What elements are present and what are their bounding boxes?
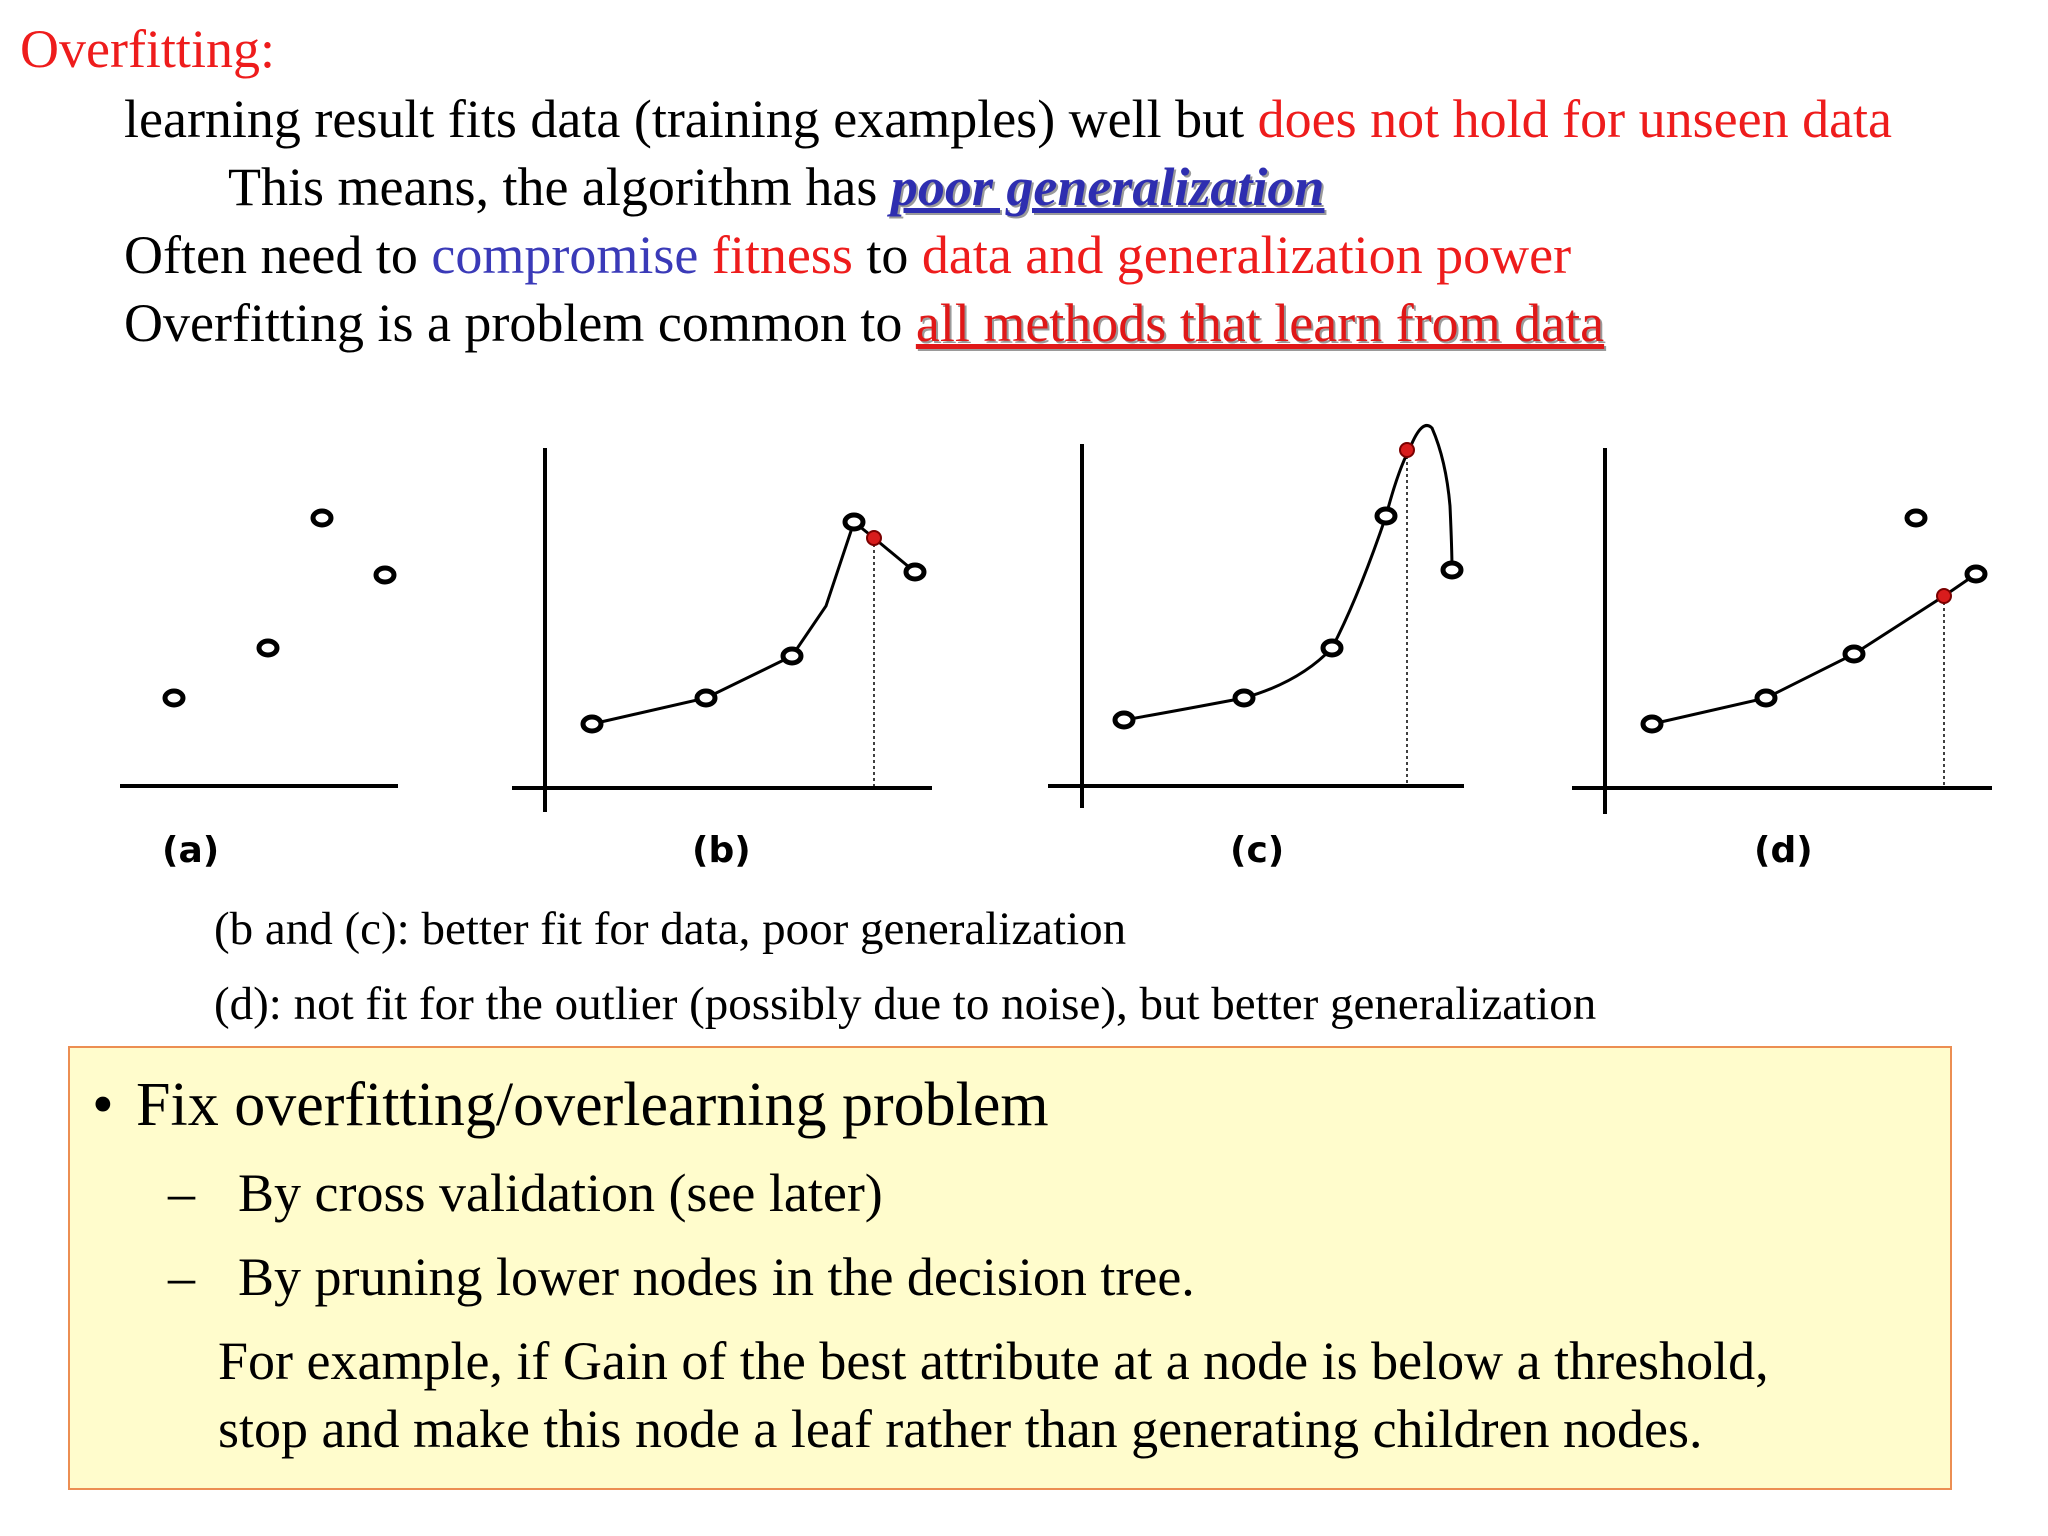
fix-example-line-2: stop and make this node a leaf rather than generating children nodes.: [218, 1399, 1703, 1459]
fix-overfitting-box: [68, 1046, 1952, 1490]
definition-highlight: does not hold for unseen data: [1257, 89, 1893, 149]
panel-d-point-1: [1643, 717, 1661, 731]
panel-b: [512, 448, 932, 871]
compromise-line: [124, 224, 1571, 286]
panel-b-label: (b): [692, 830, 751, 871]
caption-d: (d): not fit for the outlier (possibly due to noise), but better generalization: [214, 978, 1597, 1030]
panel-c-point-5: [1443, 563, 1461, 577]
fix-item-2-text: By pruning lower nodes in the decision tree.: [238, 1247, 1195, 1307]
common-problem-text: Overfitting is a problem common to: [124, 293, 916, 353]
panel-b-point-2: [697, 691, 715, 705]
bullet-icon: •: [92, 1071, 114, 1139]
panel-a-point-1: [165, 691, 183, 705]
panel-c-point-1: [1115, 713, 1133, 727]
fix-item-1-text: By cross validation (see later): [238, 1163, 883, 1223]
panel-c-point-2: [1235, 691, 1253, 705]
dash-icon: –: [168, 1163, 195, 1223]
panel-d-outlier-point: [1907, 511, 1925, 525]
panel-b-point-4: [845, 515, 863, 529]
panel-b-red-point: [867, 531, 881, 545]
meaning-line: [228, 156, 1324, 218]
compromise-word: compromise: [431, 225, 699, 285]
panel-a-point-3: [313, 511, 331, 525]
panel-a-point-4: [376, 568, 394, 582]
caption-bc: (b and (c): better fit for data, poor generalization: [214, 903, 1127, 955]
panel-d-label: (d): [1754, 830, 1813, 871]
panel-d-fit-curve: [1652, 574, 1976, 724]
panel-a-label: (a): [162, 830, 220, 871]
panel-d-point-5: [1967, 567, 1985, 581]
fix-item-pruning: [168, 1246, 1195, 1308]
fix-example-line-1: For example, if Gain of the best attribute at a node is below a threshold,: [218, 1331, 1769, 1391]
compromise-text-2: to: [852, 225, 922, 285]
curve-fitting-figure: [110, 420, 2010, 890]
compromise-space: [698, 225, 712, 285]
all-methods-highlight: all methods that learn from data: [915, 293, 1605, 353]
panel-b-fit-curve: [592, 522, 915, 724]
data-generalization-phrase: data and generalization power: [921, 225, 1572, 285]
poor-generalization-highlight: poor generalization: [890, 157, 1325, 217]
fix-heading-text: Fix overfitting/overlearning problem: [136, 1071, 1049, 1139]
panel-c-point-3: [1323, 641, 1341, 655]
common-problem-line: [124, 292, 1604, 354]
panel-c-point-4: [1377, 509, 1395, 523]
fitness-word: fitness: [711, 225, 853, 285]
panel-c: [1048, 426, 1464, 872]
compromise-text-1: Often need to: [124, 225, 432, 285]
panel-c-fit-curve: [1124, 426, 1452, 721]
panel-d-red-point: [1937, 589, 1951, 603]
panel-b-point-5: [906, 565, 924, 579]
meaning-text: This means, the algorithm has: [228, 157, 891, 217]
fix-item-cross-validation: [168, 1162, 883, 1224]
panel-d-point-2: [1757, 691, 1775, 705]
definition-line: [124, 88, 1892, 150]
fix-heading: [92, 1070, 1049, 1141]
panel-c-red-point: [1400, 443, 1414, 457]
panel-d-point-3: [1845, 647, 1863, 661]
slide-title: Overfitting:: [20, 19, 275, 79]
panel-d: [1572, 448, 1992, 871]
dash-icon: –: [168, 1247, 195, 1307]
panel-a: [120, 511, 398, 871]
panel-a-point-2: [259, 641, 277, 655]
panel-b-point-1: [583, 717, 601, 731]
definition-text: learning result fits data (training examples) well but: [124, 89, 1258, 149]
panel-c-label: (c): [1230, 830, 1285, 871]
panel-b-point-3: [783, 649, 801, 663]
